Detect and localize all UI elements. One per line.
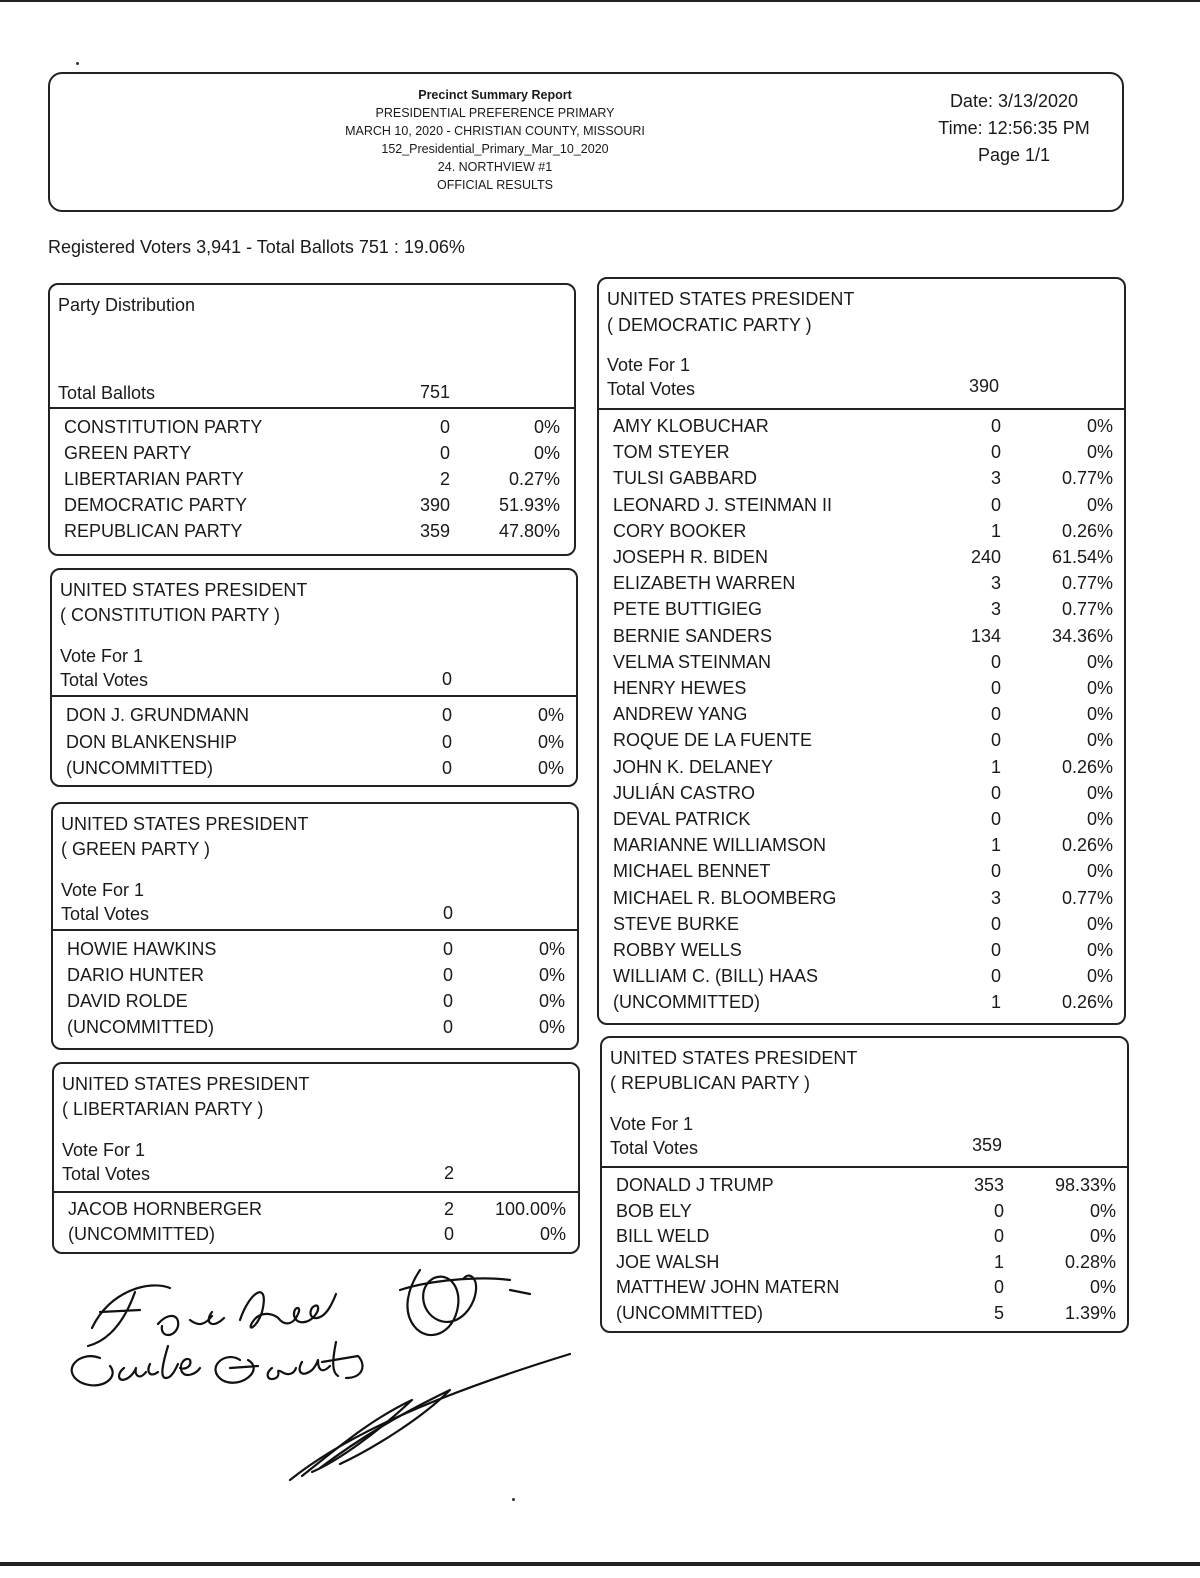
row-percent: 0% [1089, 1277, 1116, 1298]
table-row [599, 783, 1124, 809]
libertarian-race-header [54, 1064, 578, 1193]
race-party: ( REPUBLICAN PARTY ) [610, 1073, 811, 1093]
row-votes: 3 [990, 468, 1001, 489]
green-race-header [53, 804, 577, 931]
registered-voters-summary: Registered Voters 3,941 - Total Ballots 751 : 19.06% [48, 237, 465, 257]
total-votes-value: 2 [443, 1163, 454, 1183]
row-percent: 0% [1086, 782, 1113, 803]
report-time: Time: 12:56:35 PM [938, 118, 1090, 138]
table-row [599, 495, 1124, 521]
row-votes: 1 [990, 756, 1001, 777]
results-status: OFFICIAL RESULTS [437, 178, 553, 192]
party-distribution-title: Party Distribution [58, 295, 196, 315]
election-file-id: 152_Presidential_Primary_Mar_10_2020 [381, 142, 609, 156]
row-percent: 0.77% [1061, 468, 1113, 489]
total-votes-label: Total Votes [61, 904, 150, 924]
row-votes: 5 [993, 1303, 1004, 1323]
row-votes: 0 [442, 965, 453, 985]
row-name: TOM STEYER [613, 442, 730, 463]
row-name: GREEN PARTY [64, 443, 192, 463]
table-row [599, 940, 1124, 966]
row-name: DARIO HUNTER [67, 965, 205, 985]
scan-speck [512, 1498, 515, 1501]
table-row [599, 888, 1124, 914]
race-title: UNITED STATES PRESIDENT [62, 1074, 310, 1094]
table-row [599, 757, 1124, 783]
row-name: MICHAEL R. BLOOMBERG [613, 887, 837, 908]
row-name: DON BLANKENSHIP [66, 731, 238, 752]
table-row [599, 730, 1124, 756]
row-percent: 51.93% [498, 495, 560, 515]
precinct-name: 24. NORTHVIEW #1 [437, 160, 553, 174]
table-row [52, 705, 576, 731]
row-votes: 1 [993, 1251, 1004, 1272]
row-votes: 390 [419, 495, 450, 515]
row-votes: 0 [990, 809, 1001, 829]
row-percent: 0% [1086, 966, 1113, 987]
constitution-party-race-box [50, 568, 578, 787]
row-percent: 0% [539, 1224, 566, 1244]
row-name: REPUBLICAN PARTY [64, 521, 243, 541]
table-row [599, 835, 1124, 861]
total-votes-label: Total Votes [62, 1164, 151, 1184]
row-votes: 1 [990, 835, 1001, 856]
table-row [52, 758, 576, 784]
row-percent: 0% [1086, 809, 1113, 829]
row-votes: 134 [970, 625, 1001, 646]
row-name: DEVAL PATRICK [613, 809, 751, 829]
row-votes: 3 [990, 573, 1001, 594]
race-title: UNITED STATES PRESIDENT [60, 580, 308, 600]
row-percent: 0.77% [1061, 599, 1113, 620]
table-row [599, 966, 1124, 992]
row-name: BERNIE SANDERS [613, 625, 773, 646]
row-percent: 1.39% [1064, 1303, 1116, 1323]
row-votes: 0 [441, 705, 452, 725]
row-percent: 0.77% [1061, 887, 1113, 908]
row-votes: 240 [970, 547, 1001, 567]
row-percent: 0% [1086, 730, 1113, 751]
row-votes: 0 [990, 442, 1001, 463]
row-percent: 0% [1086, 704, 1113, 725]
green-party-race-box [51, 802, 579, 1050]
row-name: DON J. GRUNDMANN [66, 705, 249, 725]
vote-for-label: Vote For 1 [61, 880, 145, 900]
row-votes: 0 [441, 758, 452, 778]
table-row [52, 732, 576, 758]
report-meta [914, 88, 1114, 169]
row-votes: 3 [990, 599, 1001, 620]
democratic-race-header [599, 279, 1124, 410]
table-row [599, 992, 1124, 1018]
row-percent: 0% [538, 1017, 565, 1037]
row-percent: 0% [537, 758, 564, 778]
row-name: DAVID ROLDE [67, 991, 188, 1011]
report-title: Precinct Summary Report [418, 88, 572, 102]
row-name: MARIANNE WILLIAMSON [613, 835, 827, 856]
row-name: VELMA STEINMAN [613, 651, 772, 672]
race-party: ( DEMOCRATIC PARTY ) [607, 315, 812, 335]
scan-edge-bottom [0, 1562, 1200, 1566]
row-votes: 0 [441, 731, 452, 752]
row-votes: 0 [990, 861, 1001, 882]
table-row [599, 704, 1124, 730]
table-row [53, 991, 577, 1017]
vote-for-label: Vote For 1 [607, 355, 691, 375]
race-party: ( GREEN PARTY ) [61, 839, 211, 859]
row-percent: 0% [1086, 442, 1113, 463]
row-name: (UNCOMMITTED) [66, 758, 213, 778]
row-votes: 0 [990, 913, 1001, 934]
page-number: Page 1/1 [977, 145, 1051, 165]
row-votes: 0 [990, 730, 1001, 751]
row-percent: 0.28% [1064, 1251, 1116, 1272]
row-percent: 0.26% [1061, 756, 1113, 777]
total-ballots-value: 751 [419, 382, 450, 402]
race-title: UNITED STATES PRESIDENT [610, 1048, 858, 1068]
row-name: CONSTITUTION PARTY [64, 417, 263, 437]
row-name: (UNCOMMITTED) [68, 1224, 215, 1244]
row-percent: 0% [537, 731, 564, 752]
row-name: JOHN K. DELANEY [613, 756, 774, 777]
scan-speck [76, 62, 79, 65]
row-name: AMY KLOBUCHAR [613, 416, 769, 436]
table-row [50, 469, 574, 495]
row-votes: 0 [990, 704, 1001, 725]
table-row [53, 965, 577, 991]
table-row [50, 495, 574, 521]
row-percent: 0% [1086, 678, 1113, 698]
vote-for-label: Vote For 1 [60, 646, 144, 666]
row-votes: 0 [990, 782, 1001, 803]
row-percent: 0% [1086, 940, 1113, 960]
row-name: HENRY HEWES [613, 678, 747, 698]
row-name: BILL WELD [616, 1226, 710, 1247]
row-percent: 100.00% [494, 1199, 566, 1219]
row-percent: 61.54% [1051, 547, 1113, 567]
row-name: (UNCOMMITTED) [613, 992, 760, 1013]
table-row [599, 468, 1124, 494]
row-percent: 0.27% [508, 469, 560, 489]
total-votes-value: 0 [441, 669, 452, 689]
row-votes: 0 [990, 940, 1001, 960]
row-votes: 0 [990, 416, 1001, 436]
row-percent: 0% [1086, 651, 1113, 672]
constitution-race-header [52, 570, 576, 697]
race-party: ( LIBERTARIAN PARTY ) [62, 1099, 264, 1119]
race-title: UNITED STATES PRESIDENT [61, 814, 309, 834]
table-row [599, 442, 1124, 468]
row-name: ROBBY WELLS [613, 940, 742, 960]
table-row [602, 1252, 1127, 1278]
row-name: PETE BUTTIGIEG [613, 599, 763, 620]
row-name: STEVE BURKE [613, 913, 740, 934]
row-percent: 0% [538, 991, 565, 1011]
row-votes: 0 [990, 678, 1001, 698]
row-percent: 0% [1086, 494, 1113, 515]
table-row [599, 809, 1124, 835]
total-votes-label: Total Votes [610, 1138, 699, 1158]
report-title-block [300, 86, 690, 194]
row-percent: 0% [538, 965, 565, 985]
race-party: ( CONSTITUTION PARTY ) [60, 605, 281, 625]
table-row [602, 1277, 1127, 1303]
row-name: JOE WALSH [616, 1251, 720, 1272]
row-percent: 98.33% [1054, 1175, 1116, 1195]
party-distribution-header [50, 285, 574, 409]
party-distribution-box [48, 283, 576, 556]
row-percent: 0.77% [1061, 573, 1113, 594]
table-row [54, 1224, 578, 1250]
row-votes: 1 [990, 520, 1001, 541]
republican-party-race-box [600, 1036, 1129, 1333]
libertarian-party-race-box [52, 1062, 580, 1254]
table-row [50, 417, 574, 443]
row-votes: 2 [439, 469, 450, 489]
table-row [599, 914, 1124, 940]
race-title: UNITED STATES PRESIDENT [607, 289, 855, 309]
total-votes-label: Total Votes [60, 670, 149, 690]
table-row [54, 1199, 578, 1225]
row-name: LEONARD J. STEINMAN II [613, 494, 833, 515]
total-votes-value: 0 [442, 903, 453, 923]
table-row [599, 599, 1124, 625]
row-percent: 0% [538, 939, 565, 959]
total-votes-value: 359 [971, 1135, 1002, 1155]
row-votes: 0 [993, 1226, 1004, 1247]
row-votes: 0 [442, 939, 453, 959]
row-percent: 0% [1086, 861, 1113, 882]
election-name: PRESIDENTIAL PREFERENCE PRIMARY [375, 106, 615, 120]
row-name: CORY BOOKER [613, 520, 747, 541]
row-percent: 47.80% [498, 521, 560, 541]
table-row [53, 939, 577, 965]
table-row [599, 416, 1124, 442]
row-percent: 0% [533, 443, 560, 463]
scan-edge-top [0, 0, 1200, 2]
row-votes: 0 [990, 966, 1001, 987]
row-percent: 34.36% [1051, 625, 1113, 646]
row-name: LIBERTARIAN PARTY [64, 469, 244, 489]
row-votes: 0 [442, 991, 453, 1011]
table-row [599, 547, 1124, 573]
row-name: MATTHEW JOHN MATERN [616, 1277, 840, 1298]
row-percent: 0% [537, 705, 564, 725]
row-name: DONALD J TRUMP [616, 1175, 774, 1195]
table-row [602, 1201, 1127, 1227]
table-row [50, 443, 574, 469]
row-percent: 0% [1086, 913, 1113, 934]
row-votes: 3 [990, 887, 1001, 908]
row-name: JACOB HORNBERGER [68, 1199, 263, 1219]
table-row [599, 861, 1124, 887]
total-votes-label: Total Votes [607, 379, 696, 399]
row-votes: 353 [973, 1175, 1004, 1195]
row-name: JOSEPH R. BIDEN [613, 547, 769, 567]
row-name: ANDREW YANG [613, 704, 748, 725]
row-percent: 0.26% [1061, 520, 1113, 541]
row-percent: 0% [533, 417, 560, 437]
row-name: TULSI GABBARD [613, 468, 758, 489]
election-date-county: MARCH 10, 2020 - CHRISTIAN COUNTY, MISSOURI [345, 124, 645, 138]
row-votes: 0 [993, 1200, 1004, 1221]
row-name: MICHAEL BENNET [613, 861, 771, 882]
row-name: (UNCOMMITTED) [616, 1303, 763, 1323]
democratic-party-race-box [597, 277, 1126, 1025]
row-votes: 0 [439, 443, 450, 463]
table-row [599, 573, 1124, 599]
row-name: ROQUE DE LA FUENTE [613, 730, 813, 751]
table-row [50, 521, 574, 547]
row-votes: 0 [990, 651, 1001, 672]
row-name: (UNCOMMITTED) [67, 1017, 214, 1037]
table-row [599, 652, 1124, 678]
vote-for-label: Vote For 1 [62, 1140, 146, 1160]
handwritten-signatures [40, 1250, 600, 1490]
row-votes: 1 [990, 992, 1001, 1013]
table-row [599, 521, 1124, 547]
row-votes: 0 [439, 417, 450, 437]
vote-for-label: Vote For 1 [610, 1114, 694, 1134]
row-name: HOWIE HAWKINS [67, 939, 217, 959]
report-header [48, 72, 1124, 212]
table-row [599, 626, 1124, 652]
row-percent: 0.26% [1061, 992, 1113, 1013]
report-date: Date: 3/13/2020 [949, 91, 1079, 111]
row-votes: 0 [443, 1224, 454, 1244]
table-row [602, 1175, 1127, 1201]
row-percent: 0.26% [1061, 835, 1113, 856]
table-row [599, 678, 1124, 704]
row-votes: 0 [993, 1277, 1004, 1298]
row-name: ELIZABETH WARREN [613, 573, 796, 594]
republican-race-header [602, 1038, 1127, 1168]
row-percent: 0% [1086, 416, 1113, 436]
table-row [53, 1017, 577, 1043]
table-row [602, 1226, 1127, 1252]
row-name: JULIÁN CASTRO [613, 782, 756, 803]
row-name: BOB ELY [616, 1200, 692, 1221]
row-percent: 0% [1089, 1200, 1116, 1221]
row-votes: 359 [419, 521, 450, 541]
total-votes-value: 390 [968, 376, 999, 396]
row-votes: 0 [442, 1017, 453, 1037]
row-name: WILLIAM C. (BILL) HAAS [613, 966, 819, 987]
row-votes: 2 [443, 1199, 454, 1219]
row-name: DEMOCRATIC PARTY [64, 495, 248, 515]
row-percent: 0% [1089, 1226, 1116, 1247]
table-row [602, 1303, 1127, 1329]
total-ballots-label: Total Ballots [58, 383, 156, 403]
row-votes: 0 [990, 494, 1001, 515]
